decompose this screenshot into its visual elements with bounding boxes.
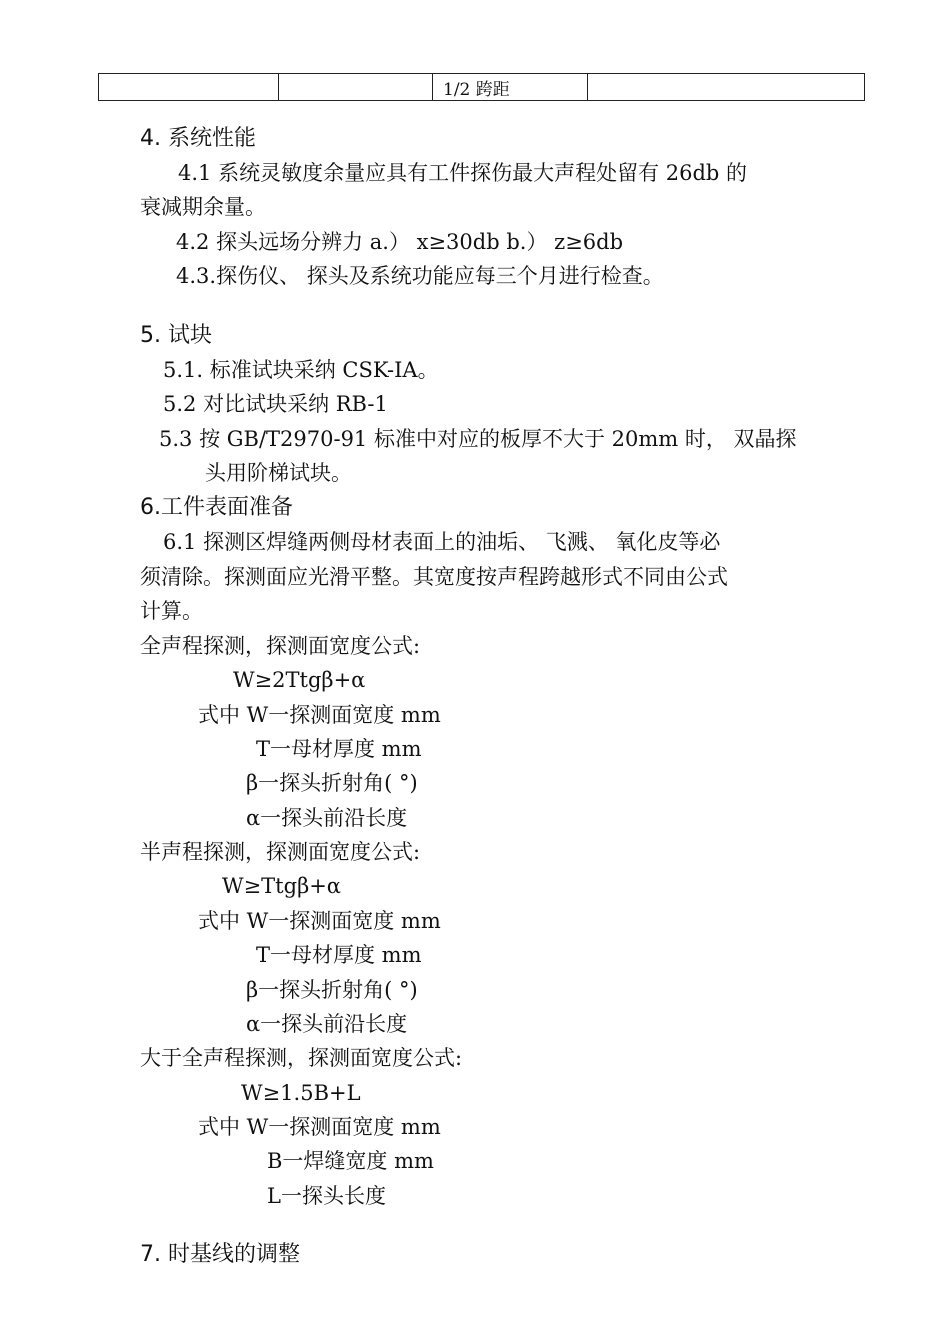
paragraph-line: 5.3 按 GB/T2970-91 标准中对应的板厚不大于 20mm 时， 双晶探 — [159, 427, 797, 451]
formula-legend: B一焊缝宽度 mm — [267, 1149, 434, 1173]
table-cell — [279, 74, 433, 101]
formula: W≥1.5B+L — [241, 1081, 361, 1105]
formula-legend: 式中 W一探测面宽度 mm — [198, 703, 441, 727]
paragraph-line: 5.1. 标准试块采纳 CSK-IA。 — [163, 358, 439, 382]
formula-legend: 式中 W一探测面宽度 mm — [198, 909, 441, 933]
formula-intro: 半声程探测，探测面宽度公式: — [140, 840, 421, 864]
table-cell — [588, 74, 865, 101]
table-cell — [99, 74, 279, 101]
section-heading-surface-prep: 6.工件表面准备 — [140, 495, 293, 520]
formula-legend: α一探头前沿长度 — [246, 1012, 408, 1036]
formula-legend: T一母材厚度 mm — [256, 737, 422, 761]
spec-table — [98, 73, 865, 101]
formula-legend: L一探头长度 — [267, 1184, 386, 1208]
paragraph-line: 5.2 对比试块采纳 RB-1 — [163, 392, 388, 416]
formula: W≥Ttgβ+α — [222, 874, 341, 898]
formula-legend: β一探头折射角( °) — [246, 771, 418, 795]
paragraph-line: 4.3.探伤仪、 探头及系统功能应每三个月进行检查。 — [176, 264, 664, 288]
table-cell: 1/2 跨距 — [433, 74, 588, 101]
paragraph-line: 衰减期余量。 — [140, 195, 266, 219]
formula-legend: T一母材厚度 mm — [256, 943, 422, 967]
table-row — [99, 74, 865, 101]
paragraph-line: 须清除。探测面应光滑平整。其宽度按声程跨越形式不同由公式 — [140, 565, 728, 589]
section-heading-system-performance: 4. 系统性能 — [140, 126, 256, 151]
paragraph-line: 4.1 系统灵敏度余量应具有工件探伤最大声程处留有 26db 的 — [178, 161, 748, 185]
formula: W≥2Ttgβ+α — [233, 668, 366, 692]
paragraph-line: 6.1 探测区焊缝两侧母材表面上的油垢、 飞溅、 氧化皮等必 — [163, 530, 721, 554]
paragraph-line: 头用阶梯试块。 — [205, 461, 352, 485]
paragraph-line: 计算。 — [140, 599, 203, 623]
formula-intro: 大于全声程探测，探测面宽度公式: — [140, 1046, 463, 1070]
paragraph-line: 4.2 探头远场分辨力 a.） x≥30db b.） z≥6db — [176, 230, 624, 254]
section-heading-test-block: 5. 试块 — [140, 323, 212, 348]
formula-legend: α一探头前沿长度 — [246, 806, 408, 830]
formula-intro: 全声程探测，探测面宽度公式: — [140, 634, 421, 658]
section-heading-timebase: 7. 时基线的调整 — [140, 1242, 300, 1267]
formula-legend: β一探头折射角( °) — [246, 978, 418, 1002]
formula-legend: 式中 W一探测面宽度 mm — [198, 1115, 441, 1139]
